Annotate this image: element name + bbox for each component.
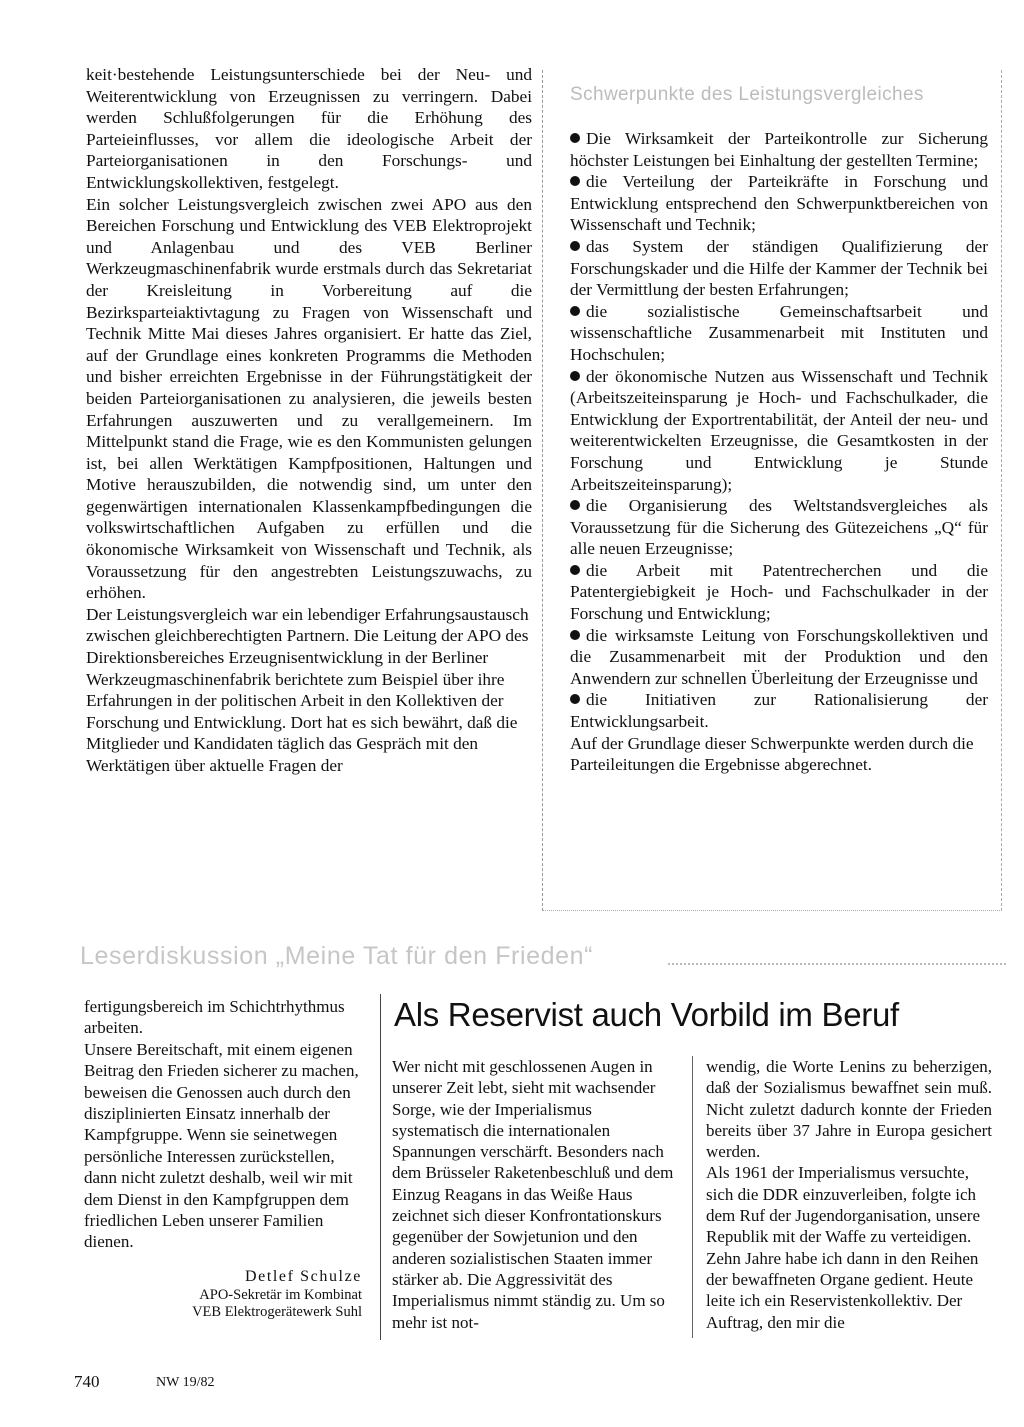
box-item: die Organisierung des Weltstandsvergleiches als Voraussetzung für die Sicherung des Gütezeichens „Q“ für alle neuen Erzeugnisse; <box>570 496 988 559</box>
box-item: die wirksamste Leitung von Forschungskollektiven und die Zusammenarbeit mit der Produktion und den Anwendern zur schnellen Überleitung der Erzeugnisse und <box>570 625 988 688</box>
bullet-icon <box>570 306 580 316</box>
lower-left-column <box>84 996 362 1253</box>
lower-left-paragraph-2: Unsere Bereitschaft, mit einem eigenen Beitrag den Frieden sicherer zu machen, beweisen die Genossen auch durch den disziplinierten Einsatz innerhalb der Kampfgruppe. Wenn sie seinetwegen persönliche Interessen zurückstellen, dann nicht zuletzt deshalb, weil wir mit dem Dienst in den Kampfgruppen dem friedlichen Leben unserer Familien dienen. <box>84 1039 359 1252</box>
bullet-icon <box>570 241 580 251</box>
box-item: die sozialistische Gemeinschaftsarbeit und wissenschaftliche Zusammenarbeit mit Instituten und Hochschulen; <box>570 301 988 364</box>
article-title: Als Reservist auch Vorbild im Beruf <box>394 996 899 1033</box>
box-item: der ökonomische Nutzen aus Wissenschaft und Technik (Arbeitszeiteinsparung je Hoch- und Fachschulkader, die Entwicklung der Exportrentabilität, der Anteil der neu- und weiterentwickelten Erzeugnisse, die Gesamtkosten in der Forschung und Entwicklung je Stunde Arbeitszeiteinsparung); <box>570 366 988 494</box>
bullet-icon <box>570 565 580 575</box>
bullet-icon <box>570 500 580 510</box>
article-column-rule <box>692 1056 693 1338</box>
box-body <box>570 128 988 776</box>
page-number: 740 <box>74 1372 100 1391</box>
box-item: die Arbeit mit Patentrecherchen und die Patentergiebigkeit je Hoch- und Fachschulkader in der Forschung und Entwicklung; <box>570 560 988 624</box>
bullet-icon <box>570 630 580 640</box>
box-item: die Verteilung der Parteikräfte in Forschung und Entwicklung entsprechend den Schwerpunktbereichen von Wissenschaft und Technik; <box>570 172 988 235</box>
issue-label: NW 19/82 <box>156 1375 215 1390</box>
left-column <box>86 64 532 777</box>
author-signature <box>140 1267 362 1320</box>
bullet-icon <box>570 371 580 381</box>
box-title: Schwerpunkte des Leistungsvergleiches <box>570 84 924 105</box>
left-paragraph-1: keit·bestehende Leistungsunterschiede bei der Neu- und Weiterentwicklung von Erzeugnissen zu verringern. Dabei werden Schlußfolgerungen für die Erhöhung des Parteieinflusses, vor allem die ideologische Arbeit der Parteiorganisationen in den Forschungs- und Entwicklungskollektiven, festgelegt. <box>86 65 532 192</box>
article-col2-paragraph-2: Als 1961 der Imperialismus versuchte, sich die DDR einzuverleiben, folgte ich dem Ruf der Jugendorganisation, unsere Republik mit der Waffe zu verteidigen. Zehn Jahre habe ich dann in den Reihen der bewaffneten Organe gedient. Heute leite ich ein Reservistenkollektiv. Der Auftrag, den mir die <box>706 1163 980 1332</box>
author-role <box>140 1287 362 1320</box>
box-item: Die Wirksamkeit der Parteikontrolle zur Sicherung höchster Leistungen bei Einhaltung der gestellten Termine; <box>570 129 988 170</box>
author-name: Detlef Schulze <box>244 1268 362 1285</box>
column-divider <box>380 994 381 1340</box>
article-col1-text: Wer nicht mit geschlossenen Augen in unserer Zeit lebt, sieht mit wachsender Sorge, wie der Imperialismus systematisch die internationalen Spannungen verschärft. Besonders nach dem Brüsseler Raketenbeschluß und dem Einzug Reagans in das Weiße Haus zeichnet sich dieser Konfrontationskurs gegenüber der Sowjetunion und den anderen sozialistischen Staaten immer stärker ab. Die Aggressivität des Imperialismus nimmt ständig zu. Um so mehr ist not- <box>392 1057 674 1332</box>
bullet-icon <box>570 133 580 143</box>
box-item: die Initiativen zur Rationalisierung der Entwicklungsarbeit. <box>570 690 988 732</box>
lower-left-paragraph-1: fertigungsbereich im Schichtrhythmus arbeiten. <box>84 997 345 1038</box>
author-role-line-1: APO-Sekretär im Kombinat <box>199 1287 362 1303</box>
bullet-icon <box>570 176 580 186</box>
bullet-icon <box>570 694 580 704</box>
heading-rule <box>668 963 1006 965</box>
box-item: das System der ständigen Qualifizierung der Forschungskader und die Hilfe der Kammer der Technik bei der Vermittlung der besten Erfahrungen; <box>570 236 988 300</box>
article-col2-paragraph-1: wendig, die Worte Lenins zu beherzigen, daß der Sozialismus bewaffnet sein muß. Nicht zuletzt dadurch konnte der Frieden bereits über 37 Jahre in Europa gesichert werden. <box>706 1057 992 1162</box>
box-closing: Auf der Grundlage dieser Schwerpunkte werden durch die Parteileitungen die Ergebnisse abgerechnet. <box>570 733 974 775</box>
article-column-2 <box>706 1056 992 1333</box>
left-paragraph-3: Der Leistungsvergleich war ein lebendiger Erfahrungsaustausch zwischen gleichberechtigten Partnern. Die Leitung der APO des Direktionsbereiches Erzeugnisentwicklung in der Berliner Werkzeugmaschinenfabrik berichtete zum Beispiel über ihre Erfahrungen in der politischen Arbeit in den Kollektiven der Forschung und Entwicklung. Dort hat es sich bewährt, daß die Mitglieder und Kandidaten täglich das Gespräch mit den Werktätigen über aktuelle Fragen der <box>86 604 529 775</box>
author-role-line-2: VEB Elektrogerätewerk Suhl <box>192 1303 362 1320</box>
section-heading: Leserdiskussion „Meine Tat für den Frieden“ <box>80 942 594 970</box>
article-column-1 <box>392 1056 676 1333</box>
left-paragraph-2: Ein solcher Leistungsvergleich zwischen zwei APO aus den Bereichen Forschung und Entwicklung des VEB Elektroprojekt und Anlagenbau und des VEB Berliner Werkzeugmaschinenfabrik wurde erstmals durch das Sekretariat der Kreisleitung in Vorbereitung auf die Bezirksparteiaktivtagung zu Fragen von Wissenschaft und Technik Mitte Mai dieses Jahres organisiert. Er hatte das Ziel, auf der Grundlage eines konkreten Programms die Methoden und bisher erreichten Ergebnisse in der Führungstätigkeit der beiden Parteiorganisationen zu analysieren, die jeweils besten Erfahrungen auszuwerten und zu verallgemeinern. Im Mittelpunkt stand die Frage, wie es den Kommunisten gelungen ist, bei allen Werktätigen Kampfpositionen, Haltungen und Motive herauszubilden, die notwendig sind, um unter den gegenwärtigen internationalen Klassenkampfbedingungen die volkswirtschaftlichen Aufgaben zu erfüllen und die ökonomische Wirksamkeit von Wissenschaft und Technik, als Voraussetzung für den angestrebten Leistungszuwachs, zu erhöhen. <box>86 194 532 603</box>
